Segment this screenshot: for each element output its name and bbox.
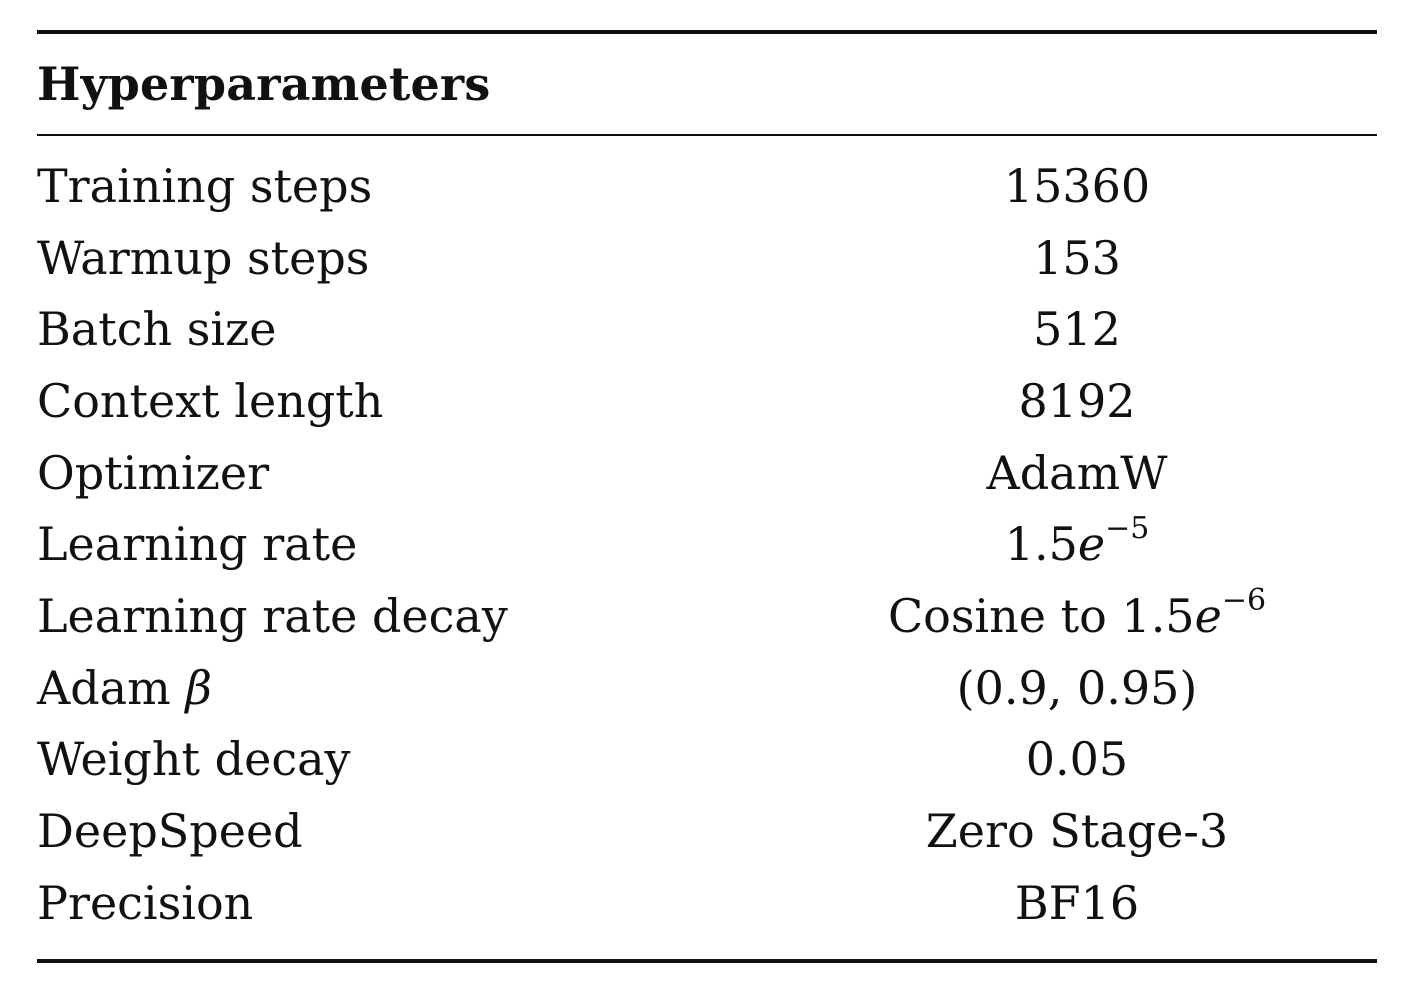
value-base: 1.5 [1004, 517, 1078, 572]
table-row [37, 222, 1377, 294]
table-header [37, 34, 1377, 134]
header-title: Hyperparameters [37, 57, 491, 111]
param-name: DeepSpeed [37, 804, 303, 859]
param-name: Precision [37, 875, 254, 930]
table-row [37, 795, 1377, 867]
param-name [37, 661, 837, 715]
param-value: 0.05 [1025, 732, 1129, 787]
param-name: Batch size [37, 302, 277, 357]
param-name: Weight decay [37, 732, 351, 787]
table-row [37, 293, 1377, 365]
table-row [37, 867, 1377, 939]
table-row [37, 437, 1377, 509]
table-row [37, 508, 1377, 580]
value-variable: e [1194, 588, 1222, 643]
hyperparameters-table [37, 30, 1377, 963]
param-name: Warmup steps [37, 230, 370, 285]
param-value: BF16 [1014, 875, 1140, 930]
table-row [37, 724, 1377, 796]
table-row [37, 580, 1377, 652]
value-exponent: −5 [1105, 510, 1150, 546]
param-value [777, 510, 1377, 572]
param-name: Learning rate decay [37, 588, 508, 643]
name-prefix: Adam [37, 660, 186, 715]
table-row [37, 365, 1377, 437]
param-value: 153 [1033, 230, 1121, 285]
param-name: Optimizer [37, 445, 270, 500]
value-prefix: Cosine to [887, 588, 1122, 643]
value-variable: e [1077, 517, 1106, 572]
param-name: Training steps [37, 158, 373, 213]
param-name: Learning rate [37, 517, 358, 572]
table-row [37, 652, 1377, 724]
param-value: Zero Stage-3 [925, 804, 1229, 859]
param-value: (0.9, 0.95) [956, 660, 1198, 715]
param-value: 15360 [1003, 158, 1151, 213]
param-value: 512 [1033, 302, 1121, 357]
param-value: 8192 [1018, 373, 1136, 428]
value-base: 1.5 [1121, 588, 1195, 643]
param-name: Context length [37, 373, 384, 428]
value-exponent: −6 [1221, 582, 1267, 618]
beta-symbol: β [185, 660, 212, 715]
bottom-rule [37, 959, 1377, 963]
param-value: AdamW [986, 445, 1168, 500]
param-value [777, 582, 1377, 643]
table-row [37, 150, 1377, 222]
table-body [37, 136, 1377, 939]
